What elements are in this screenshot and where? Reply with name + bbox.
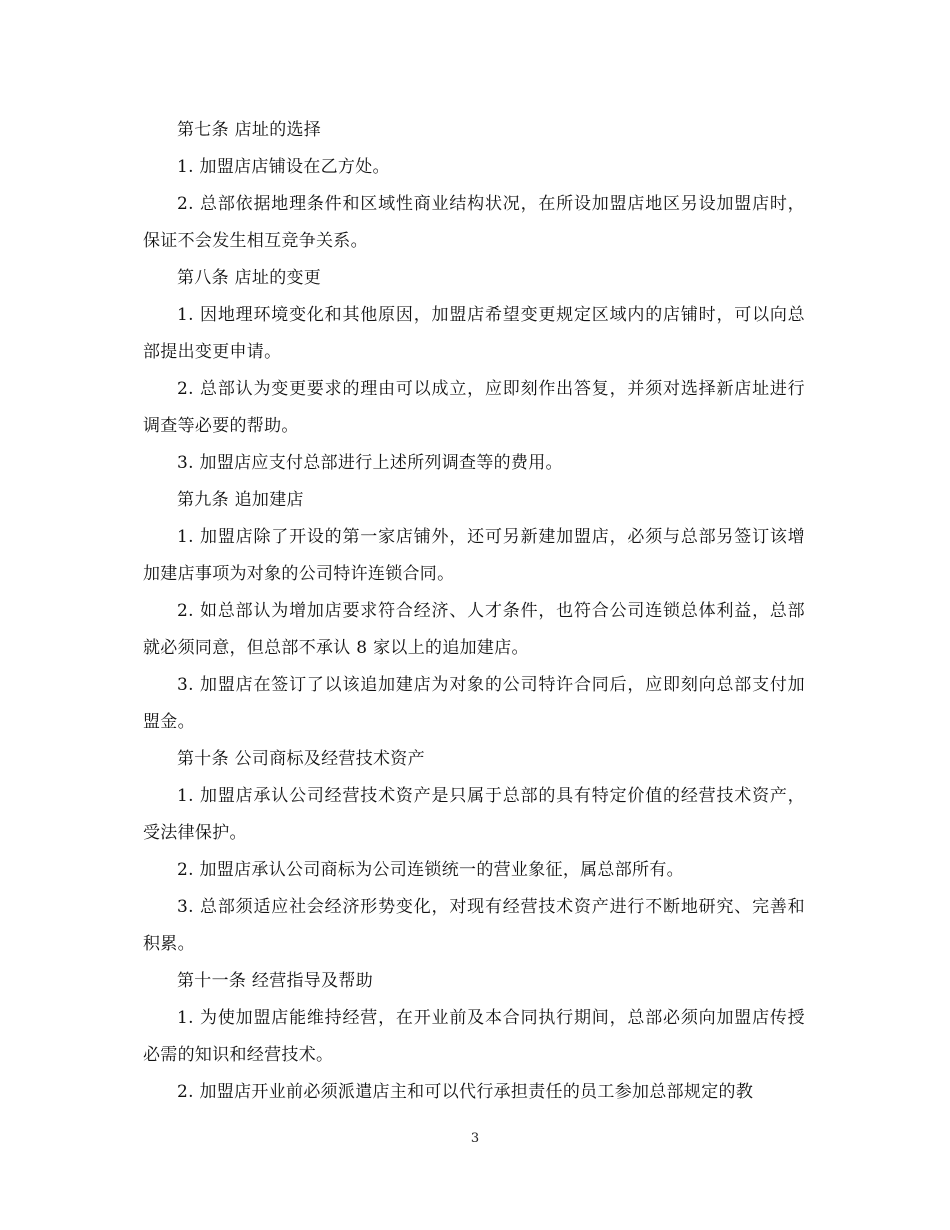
article-7-heading: 第七条 店址的选择 [177, 120, 322, 140]
article-7-clause-1: 1. 加盟店店铺设在乙方处。 [177, 157, 390, 177]
page-number: 3 [470, 1131, 480, 1146]
article-8-clause-1: 1. 因地理环境变化和其他原因，加盟店希望变更规定区域内的店铺时，可以向总部提出变更申请。 [143, 305, 805, 362]
article-11-clause-1: 1. 为使加盟店能维持经营，在开业前及本合同执行期间，总部必须向加盟店传授必需的知识和经营技术。 [143, 1008, 805, 1065]
article-8-clause-3: 3. 加盟店应支付总部进行上述所列调查等的费用。 [177, 453, 563, 473]
article-11-heading: 第十一条 经营指导及帮助 [177, 971, 374, 991]
article-10-clause-1: 1. 加盟店承认公司经营技术资产是只属于总部的具有特定价值的经营技术资产，受法律保护。 [143, 786, 805, 843]
article-7-clause-2: 2. 总部依据地理条件和区域性商业结构状况，在所设加盟店地区另设加盟店时，保证不会发生相互竞争关系。 [143, 194, 805, 251]
article-9-clause-3: 3. 加盟店在签订了以该追加建店为对象的公司特许合同后，应即刻向总部支付加盟金。 [143, 675, 805, 732]
article-10-heading: 第十条 公司商标及经营技术资产 [177, 749, 425, 769]
document-body [143, 112, 805, 1111]
article-9-clause-1: 1. 加盟店除了开设的第一家店铺外，还可另新建加盟店，必须与总部另签订该增加建店事项为对象的公司特许连锁合同。 [143, 527, 805, 584]
article-8-clause-2: 2. 总部认为变更要求的理由可以成立，应即刻作出答复，并须对选择新店址进行调查等必要的帮助。 [143, 379, 805, 436]
article-10-clause-2: 2. 加盟店承认公司商标为公司连锁统一的营业象征，属总部所有。 [177, 860, 684, 880]
article-9-clause-2: 2. 如总部认为增加店要求符合经济、人才条件，也符合公司连锁总体利益，总部就必须同意，但总部不承认 8 家以上的追加建店。 [143, 601, 805, 658]
article-9-heading: 第九条 追加建店 [177, 490, 304, 510]
article-10-clause-3: 3. 总部须适应社会经济形势变化，对现有经营技术资产进行不断地研究、完善和积累。 [143, 897, 805, 954]
article-11-clause-2: 2. 加盟店开业前必须派遣店主和可以代行承担责任的员工参加总部规定的教 [177, 1082, 754, 1102]
article-8-heading: 第八条 店址的变更 [177, 268, 322, 288]
